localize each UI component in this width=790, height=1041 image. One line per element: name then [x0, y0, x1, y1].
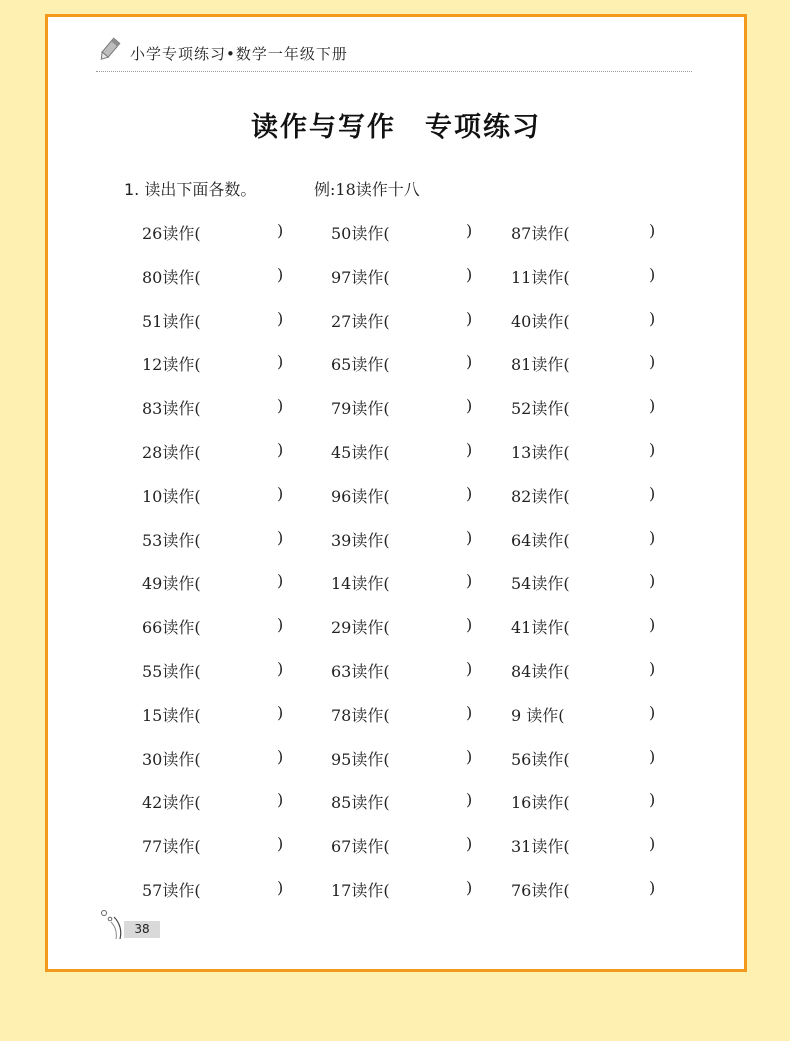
exercise-item	[142, 396, 284, 419]
read-label: 读作(	[162, 749, 201, 769]
read-label: 读作(	[531, 881, 570, 900]
exercise-item	[511, 746, 656, 770]
close-paren: )	[466, 527, 473, 547]
exercise-item	[142, 746, 284, 770]
read-label: 读作(	[162, 399, 201, 419]
number-to-read: 77	[142, 837, 163, 857]
close-paren: )	[649, 483, 656, 503]
number-to-read: 17	[331, 881, 352, 900]
number-to-read: 12	[142, 355, 163, 375]
number-to-read: 66	[142, 618, 163, 638]
read-label: 读作(	[531, 574, 570, 594]
exercise-item	[331, 834, 473, 857]
number-to-read: 40	[511, 311, 532, 331]
number-to-read: 9	[511, 705, 527, 725]
read-label: 读作(	[162, 486, 201, 506]
worksheet-page	[45, 14, 747, 972]
read-label: 读作(	[162, 574, 201, 594]
close-paren: )	[277, 790, 284, 810]
read-label: 读作(	[351, 881, 390, 900]
close-paren: )	[277, 878, 284, 897]
number-to-read: 30	[142, 749, 163, 769]
close-paren: )	[277, 440, 284, 459]
exercise-item	[511, 659, 656, 682]
number-to-read: 56	[511, 749, 532, 769]
read-label: 读作(	[351, 399, 390, 419]
number-to-read: 82	[511, 486, 532, 506]
read-label: 读作(	[531, 530, 570, 550]
number-to-read: 97	[331, 267, 352, 287]
close-paren: )	[277, 746, 284, 766]
number-to-read: 83	[142, 399, 163, 419]
read-label: 读作(	[162, 267, 201, 287]
swirl-decoration-icon	[100, 909, 124, 939]
read-label: 读作(	[162, 793, 201, 813]
read-label: 读作(	[526, 705, 565, 725]
number-to-read: 87	[511, 224, 532, 243]
read-label: 读作(	[162, 881, 201, 900]
number-to-read: 11	[511, 267, 532, 287]
close-paren: )	[277, 221, 284, 240]
close-paren: )	[649, 264, 656, 284]
exercise-item	[511, 483, 656, 507]
exercise-item	[331, 264, 473, 288]
close-paren: )	[649, 571, 656, 591]
read-label: 读作(	[531, 224, 570, 243]
exercise-item	[511, 221, 656, 244]
close-paren: )	[649, 878, 656, 897]
close-paren: )	[466, 702, 473, 722]
read-label: 读作(	[351, 749, 390, 769]
read-label: 读作(	[162, 837, 201, 857]
exercise-item	[142, 527, 284, 551]
read-label: 读作(	[162, 705, 201, 725]
close-paren: )	[466, 615, 473, 635]
read-label: 读作(	[351, 530, 390, 550]
number-to-read: 57	[142, 881, 163, 900]
exercise-item	[142, 308, 284, 332]
exercise-item	[331, 746, 473, 770]
read-label: 读作(	[351, 662, 390, 681]
exercise-item	[511, 352, 656, 375]
number-to-read: 15	[142, 705, 163, 725]
number-to-read: 14	[331, 574, 352, 594]
read-label: 读作(	[351, 837, 390, 857]
exercise-item	[511, 571, 656, 594]
number-to-read: 29	[331, 618, 352, 638]
close-paren: )	[649, 834, 656, 854]
close-paren: )	[649, 527, 656, 547]
close-paren: )	[277, 834, 284, 854]
exercise-item	[331, 702, 473, 726]
close-paren: )	[277, 571, 284, 591]
exercise-item	[142, 615, 284, 638]
close-paren: )	[649, 659, 656, 678]
exercise-item	[142, 834, 284, 857]
read-label: 读作(	[351, 486, 390, 506]
exercise-item	[142, 440, 284, 463]
read-label: 读作(	[531, 399, 570, 419]
number-to-read: 78	[331, 705, 352, 725]
exercise-item	[142, 659, 284, 682]
exercise-item	[511, 527, 656, 551]
number-to-read: 84	[511, 662, 532, 681]
read-label: 读作(	[351, 224, 390, 243]
exercise-item	[331, 790, 473, 813]
number-to-read: 76	[511, 881, 532, 900]
question-prompt: 1. 读出下面各数。	[124, 180, 257, 199]
read-label: 读作(	[351, 267, 390, 287]
close-paren: )	[649, 440, 656, 459]
close-paren: )	[649, 221, 656, 240]
read-label: 读作(	[531, 662, 570, 681]
number-to-read: 50	[331, 224, 352, 243]
close-paren: )	[466, 264, 473, 284]
close-paren: )	[277, 615, 284, 635]
read-label: 读作(	[351, 443, 390, 462]
question-example: 例:18读作十八	[314, 180, 420, 199]
exercise-item	[331, 483, 473, 507]
number-to-read: 39	[331, 530, 352, 550]
number-to-read: 41	[511, 618, 532, 638]
number-to-read: 64	[511, 530, 532, 550]
number-to-read: 85	[331, 793, 352, 813]
number-to-read: 27	[331, 311, 352, 331]
close-paren: )	[277, 659, 284, 678]
close-paren: )	[649, 746, 656, 766]
exercise-item	[142, 264, 284, 288]
exercise-item	[142, 483, 284, 507]
exercise-item	[511, 396, 656, 419]
exercise-item	[511, 615, 656, 638]
close-paren: )	[649, 790, 656, 810]
exercise-item	[331, 352, 473, 375]
number-to-read: 96	[331, 486, 352, 506]
exercise-item	[142, 571, 284, 594]
read-label: 读作(	[351, 705, 390, 725]
number-to-read: 79	[331, 399, 352, 419]
number-to-read: 54	[511, 574, 532, 594]
close-paren: )	[277, 308, 284, 328]
number-to-read: 95	[331, 749, 352, 769]
number-to-read: 26	[142, 224, 163, 243]
read-label: 读作(	[162, 618, 201, 638]
read-label: 读作(	[162, 662, 201, 681]
exercise-item	[511, 834, 656, 857]
exercise-item	[142, 790, 284, 813]
close-paren: )	[466, 221, 473, 240]
exercise-item	[331, 878, 473, 901]
close-paren: )	[649, 352, 656, 372]
exercise-item	[331, 396, 473, 419]
exercise-item	[331, 615, 473, 638]
exercise-item	[511, 702, 656, 726]
exercise-item	[331, 527, 473, 551]
read-label: 读作(	[531, 618, 570, 638]
exercise-item	[331, 659, 473, 682]
close-paren: )	[466, 878, 473, 897]
read-label: 读作(	[531, 793, 570, 813]
read-label: 读作(	[351, 618, 390, 638]
close-paren: )	[466, 834, 473, 854]
number-to-read: 53	[142, 530, 163, 550]
close-paren: )	[466, 352, 473, 372]
read-label: 读作(	[531, 311, 570, 331]
close-paren: )	[466, 571, 473, 591]
number-to-read: 52	[511, 399, 532, 419]
exercise-item	[331, 308, 473, 332]
exercise-item	[511, 264, 656, 288]
read-label: 读作(	[162, 311, 201, 331]
read-label: 读作(	[531, 749, 570, 769]
header-title: 小学专项练习•数学一年级下册	[130, 45, 348, 63]
exercise-item	[511, 440, 656, 463]
number-to-read: 80	[142, 267, 163, 287]
number-to-read: 67	[331, 837, 352, 857]
page-title: 读作与写作 专项练习	[251, 112, 541, 143]
close-paren: )	[649, 308, 656, 328]
close-paren: )	[466, 746, 473, 766]
exercise-item	[331, 221, 473, 244]
number-to-read: 51	[142, 311, 163, 331]
close-paren: )	[466, 308, 473, 328]
close-paren: )	[649, 396, 656, 416]
exercise-item	[142, 352, 284, 375]
close-paren: )	[277, 264, 284, 284]
read-label: 读作(	[531, 837, 570, 857]
number-to-read: 31	[511, 837, 532, 857]
number-to-read: 16	[511, 793, 532, 813]
close-paren: )	[649, 702, 656, 722]
close-paren: )	[466, 396, 473, 416]
close-paren: )	[649, 615, 656, 635]
number-to-read: 63	[331, 662, 352, 681]
close-paren: )	[277, 352, 284, 372]
number-to-read: 10	[142, 486, 163, 506]
read-label: 读作(	[162, 530, 201, 550]
number-to-read: 13	[511, 443, 532, 462]
read-label: 读作(	[162, 224, 201, 243]
close-paren: )	[277, 483, 284, 503]
read-label: 读作(	[531, 267, 570, 287]
page-number: 38	[124, 921, 160, 938]
read-label: 读作(	[162, 443, 201, 462]
number-to-read: 55	[142, 662, 163, 681]
exercise-item	[142, 221, 284, 244]
exercise-item	[331, 571, 473, 594]
read-label: 读作(	[531, 355, 570, 375]
read-label: 读作(	[351, 355, 390, 375]
close-paren: )	[466, 790, 473, 810]
number-to-read: 28	[142, 443, 163, 462]
number-to-read: 42	[142, 793, 163, 813]
exercise-item	[511, 790, 656, 813]
running-header	[96, 37, 692, 72]
read-label: 读作(	[531, 443, 570, 462]
number-to-read: 65	[331, 355, 352, 375]
close-paren: )	[277, 702, 284, 722]
close-paren: )	[466, 659, 473, 678]
number-to-read: 45	[331, 443, 352, 462]
number-to-read: 81	[511, 355, 532, 375]
close-paren: )	[277, 527, 284, 547]
read-label: 读作(	[351, 793, 390, 813]
pencil-icon	[96, 37, 122, 63]
read-label: 读作(	[351, 574, 390, 594]
read-label: 读作(	[351, 311, 390, 331]
close-paren: )	[277, 396, 284, 416]
exercise-item	[142, 878, 284, 901]
read-label: 读作(	[162, 355, 201, 375]
exercise-item	[331, 440, 473, 463]
read-label: 读作(	[531, 486, 570, 506]
close-paren: )	[466, 483, 473, 503]
exercise-item	[511, 878, 656, 901]
exercise-item	[511, 308, 656, 332]
exercise-item	[142, 702, 284, 726]
number-to-read: 49	[142, 574, 163, 594]
close-paren: )	[466, 440, 473, 459]
